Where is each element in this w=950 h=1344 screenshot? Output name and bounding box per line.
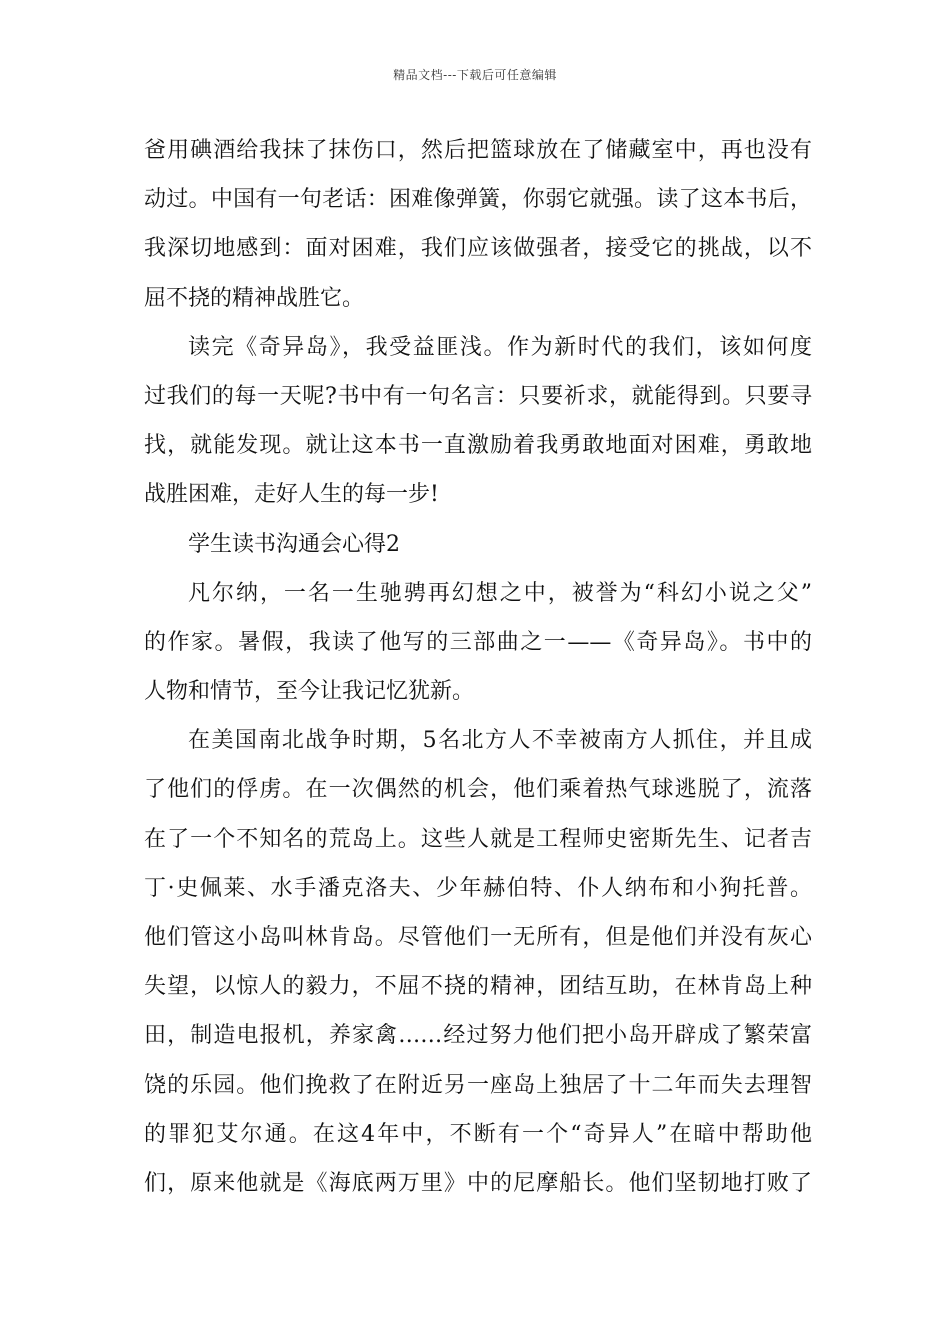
text-line: 的罪犯艾尔通。在这4年中，不断有一个“奇异人”在暗中帮助他: [144, 1121, 812, 1147]
text-line: 过我们的每一天呢?书中有一句名言：只要祈求，就能得到。只要寻: [144, 383, 812, 409]
text-line: 爸用碘酒给我抹了抹伤口，然后把篮球放在了储藏室中，再也没有: [144, 138, 812, 163]
text-line: 读完《奇异岛》，我受益匪浅。作为新时代的我们，该如何度: [188, 334, 812, 360]
text-line: 饶的乐园。他们挽救了在附近另一座岛上独居了十二年而失去理智: [144, 1072, 812, 1098]
text-line: 人物和情节，至今让我记忆犹新。: [144, 679, 475, 705]
text-line: 动过。中国有一句老话：困难像弹簧，你弱它就强。读了这本书后，: [144, 187, 812, 213]
text-line: 们，原来他就是《海底两万里》中的尼摩船长。他们坚韧地打败了: [144, 1170, 812, 1196]
text-line: 的作家。暑假，我读了他写的三部曲之一——《奇异岛》。书中的: [144, 629, 812, 655]
page-header: 精品文档---下载后可任意编辑: [393, 68, 557, 82]
document-body: [144, 126, 812, 1208]
text-line: 找，就能发现。就让这本书一直激励着我勇敢地面对困难，勇敢地: [144, 433, 812, 459]
text-line: 失望，以惊人的毅力，不屈不挠的精神，团结互助，在林肯岛上种: [144, 974, 812, 1000]
text-line: 学生读书沟通会心得2: [188, 531, 400, 557]
text-line: 在了一个不知名的荒岛上。这些人就是工程师史密斯先生、记者吉: [144, 826, 812, 852]
text-line: 他们管这小岛叫林肯岛。尽管他们一无所有，但是他们并没有灰心: [144, 925, 812, 950]
text-line: 凡尔纳，一名一生驰骋再幻想之中，被誉为“科幻小说之父”: [188, 580, 812, 606]
text-line: 田，制造电报机，养家禽……经过努力他们把小岛开辟成了繁荣富: [144, 1023, 812, 1049]
text-line: 了他们的俘虏。在一次偶然的机会，他们乘着热气球逃脱了，流落: [144, 777, 812, 803]
text-line: 在美国南北战争时期，5名北方人不幸被南方人抓住，并且成: [188, 728, 812, 754]
text-line: 战胜困难，走好人生的每一步!: [144, 482, 439, 508]
text-line: 屈不挠的精神战胜它。: [144, 285, 365, 311]
text-line: 我深切地感到：面对困难，我们应该做强者，接受它的挑战，以不: [144, 236, 812, 262]
text-line: 丁·史佩莱、水手潘克洛夫、少年赫伯特、仆人纳布和小狗托普。: [144, 875, 812, 901]
